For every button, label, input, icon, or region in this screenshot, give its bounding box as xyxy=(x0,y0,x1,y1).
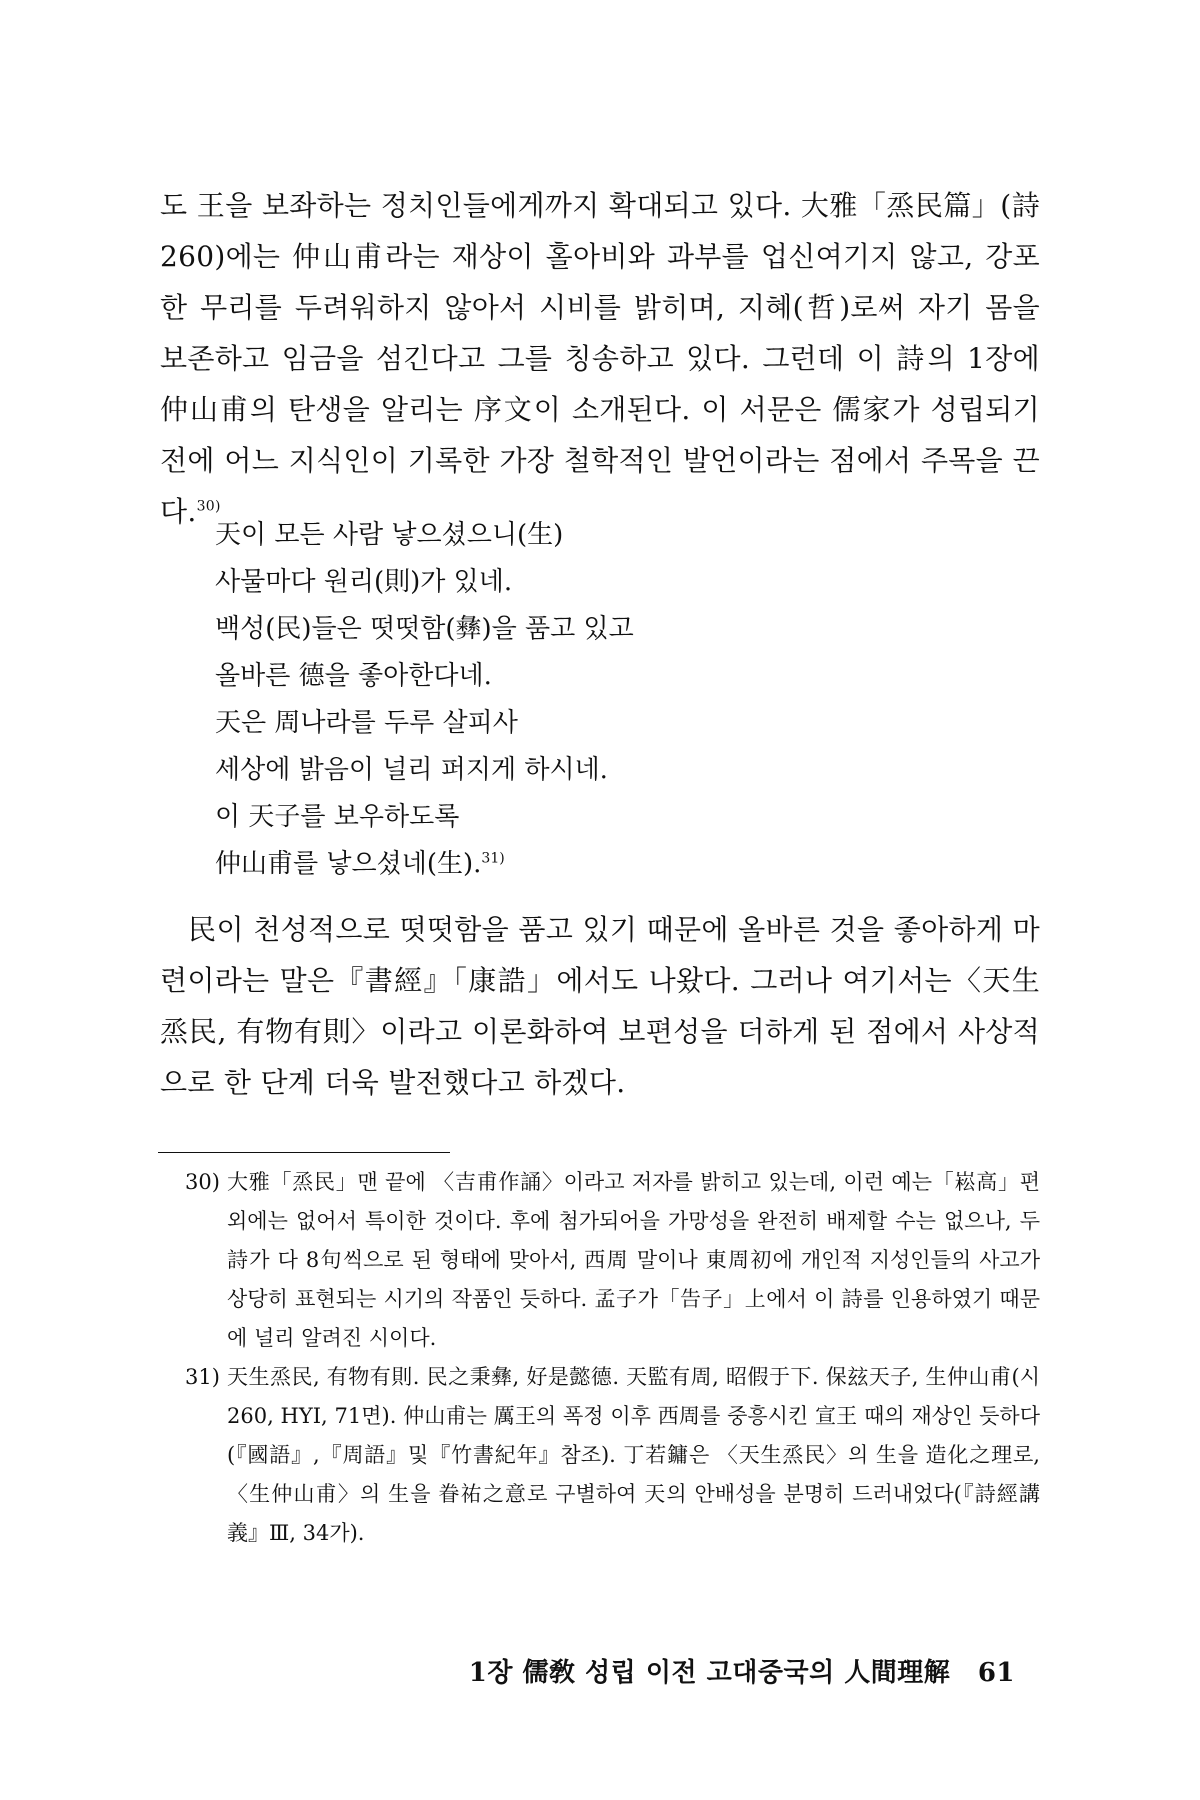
poem-line: 백성(民)들은 떳떳함(彝)을 품고 있고 xyxy=(215,614,634,644)
body-paragraph-1 xyxy=(160,180,1040,537)
paragraph-1-text: 도 王을 보좌하는 정치인들에게까지 확대되고 있다. 大雅「烝民篇」(詩 260)에는 仲山甫라는 재상이 홀아비와 과부를 업신여기지 않고, 강포한 무리를 두려워하지 않아서 시비를 밝히며, 지혜(哲)로써 자기 몸을 보존하고 임금을 섬긴다고 그를 칭송하고 있다. 그런데 이 詩의 1장에 仲山甫의 탄생을 알리는 序文이 소개된다. 이 서문은 儒家가 성립되기 전에 어느 지식인이 기록한 가장 철학적인 발언이라는 점에서 주목을 끈다. xyxy=(160,189,1040,528)
poem-block xyxy=(215,512,1035,888)
chapter-title: 1장 儒敎 성립 이전 고대중국의 人間理解 xyxy=(468,1658,951,1688)
body-paragraph-2: 民이 천성적으로 떳떳함을 품고 있기 때문에 올바른 것을 좋아하게 마련이라는 말은『書經』「康誥」에서도 나왔다. 그러나 여기서는〈天生烝民, 有物有則〉이라고 이론화하여 보편성을 더하게 된 점에서 사상적으로 한 단계 더욱 발전했다고 하겠다. xyxy=(160,913,1040,1099)
footnote-text: 大雅「烝民」맨 끝에 〈吉甫作誦〉이라고 저자를 밝히고 있는데, 이런 예는「崧高」편 외에는 없어서 특이한 것이다. 후에 첨가되어을 가망성을 완전히 배제할 수는 없으나, 두 詩가 다 8句씩으로 된 형태에 맞아서, 西周 말이나 東周初에 개인적 지성인들의 사고가 상당히 표현되는 시기의 작품인 듯하다. 孟子가「告子」上에서 이 詩를 인용하였기 때문에 널리 알려진 시이다. xyxy=(227,1170,1040,1350)
poem-line: 天은 周나라를 두루 살피사 xyxy=(215,708,518,738)
running-footer xyxy=(469,1652,1015,1689)
page-number: 61 xyxy=(977,1658,1015,1688)
poem-line-text: 仲山甫를 낳으셨네(生). xyxy=(215,849,482,879)
footnote-number: 30) xyxy=(185,1170,220,1194)
poem-line: 天이 모든 사람 낳으셨으니(生) xyxy=(215,520,564,550)
poem-line: 사물마다 원리(則)가 있네. xyxy=(215,567,513,597)
footnote-text: 天生烝民, 有物有則. 民之秉彝, 好是懿德. 天監有周, 昭假于下. 保玆天子, 生仲山甫(시 260, HYI, 71면). 仲山甫는 厲王의 폭정 이후 西周를 중흥시킨 宣王 때의 재상인 듯하다(『國語』,『周語』및『竹書紀年』참조). 丁若鏞은 〈天生烝民〉의 生을 造化之理로, 〈生仲山甫〉의 生을 眷祐之意로 구별하여 天의 안배성을 분명히 드러내었다(『詩經講義』Ⅲ, 34가). xyxy=(227,1365,1040,1545)
footnote-ref-30: 30) xyxy=(196,498,221,515)
poem-line: 올바른 德을 좋아한다네. xyxy=(215,661,492,691)
poem-line: 세상에 밝음이 널리 퍼지게 하시네. xyxy=(215,755,608,785)
footnote-ref-31: 31) xyxy=(481,850,505,867)
poem-line: 이 天子를 보우하도록 xyxy=(215,802,460,832)
footnote-number: 31) xyxy=(185,1365,220,1389)
footnote-30 xyxy=(185,1163,1040,1358)
footnotes-section xyxy=(185,1163,1040,1553)
footnote-31 xyxy=(185,1358,1040,1553)
poem-line-last xyxy=(215,841,1035,888)
footnote-divider xyxy=(158,1152,450,1153)
